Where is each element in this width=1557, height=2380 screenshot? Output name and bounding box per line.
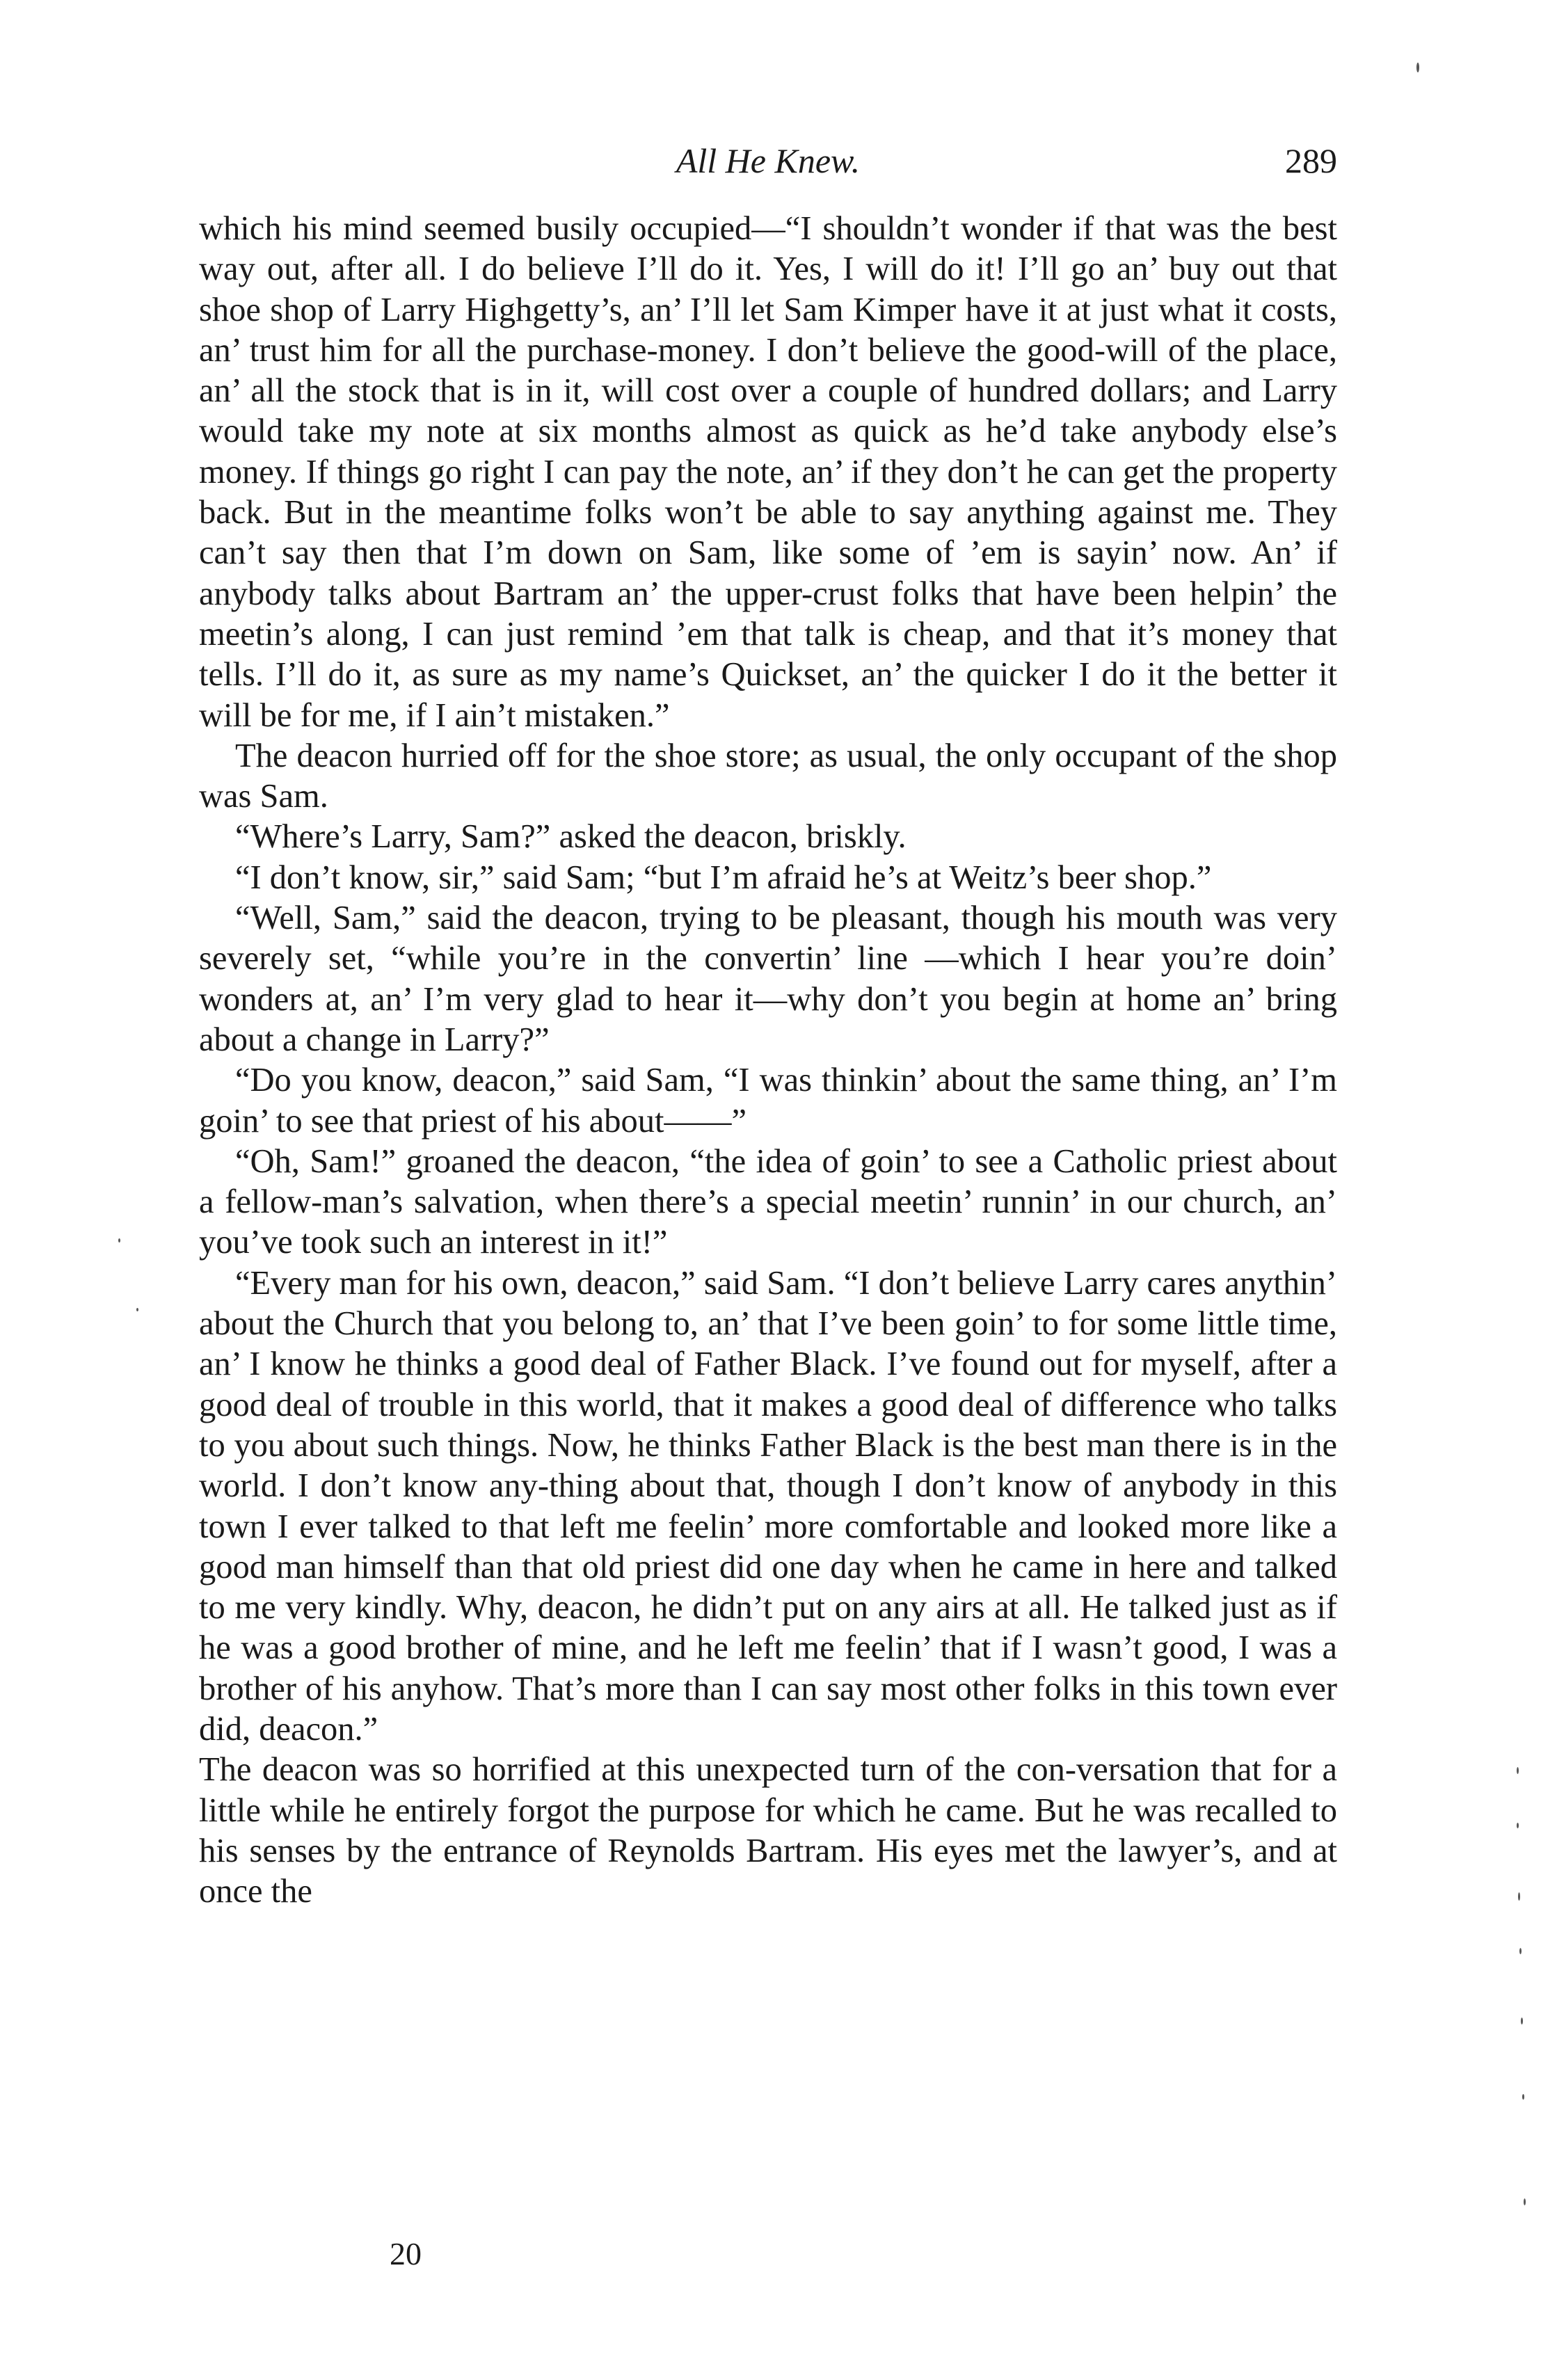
paragraph: “Every man for his own, deacon,” said Sam. “I don’t believe Larry cares anythin’ about the Church that you belong to, an’ that I’ve been goin’ to for some little time, an’ I know he thinks a good deal of Father Black. I’ve found out for myself, after a good deal of trouble in this world, that it makes a good deal of difference who talks to you about such things. Now, he thinks Father Black is the best man there is in the world. I don’t know any-thing about that, though I don’t know of anybody in this town I ever talked to that left me feelin’ more comfortable and looked more like a good man himself than that old priest did one day when he came in here and talked to me very kindly. Why, deacon, he didn’t put on any airs at all. He talked just as if he was a good brother of mine, and he left me feelin’ that if I wasn’t good, I was a brother of his anyhow. That’s more than I can say most other folks in this town ever did, deacon.” (199, 1264, 1337, 1748)
paragraph: “Do you know, deacon,” said Sam, “I was thinkin’ about the same thing, an’ I’m goin’ to see that priest of his about——” (199, 1062, 1337, 1140)
scan-speck (1518, 1892, 1520, 1901)
scan-speck (1517, 1767, 1519, 1774)
scan-speck (1519, 1948, 1522, 1954)
paragraph: “I don’t know, sir,” said Sam; “but I’m afraid he’s at Weitz’s beer shop.” (235, 858, 1212, 896)
scan-speck (1524, 2198, 1526, 2205)
running-title: All He Knew. (676, 141, 861, 180)
paragraph: which his mind seemed busily occupied—“I shouldn’t wonder if that was the best way out, after all. I do believe I’ll do it. Yes, I will do it! I’ll go an’ buy out that shoe shop of Larry Highgetty’s, an’ I’ll let Sam Kimper have it at just what it costs, an’ trust him for all the purchase-money. I don’t believe the good-will of the place, an’ all the stock that is in it, will cost over a couple of hundred dollars; and Larry would take my note at six months almost as quick as he’d take anybody else’s money. If things go right I can pay the note, an’ if they don’t he can get the property back. But in the meantime folks won’t be able to say anything against me. They can’t say then that I’m down on Sam, like some of ’em is sayin’ now. An’ if anybody talks about Bartram an’ the upper-crust folks that have been helpin’ the meetin’s along, I can just remind ’em that talk is cheap, and that it’s money that tells. I’ll do it, as sure as my name’s Quickset, an’ the quicker I do it the better it will be for me, if I ain’t mistaken.” (199, 210, 1337, 734)
scan-speck (1521, 2018, 1523, 2024)
paragraph: “Where’s Larry, Sam?” asked the deacon, briskly. (235, 818, 907, 856)
paragraph: “Well, Sam,” said the deacon, trying to be pleasant, though his mouth was very severely set, “while you’re in the convertin’ line —which I hear you’re doin’ wonders at, an’ I’m very glad to hear it—why don’t you begin at home an’ bring about a change in Larry?” (199, 900, 1337, 1058)
scan-speck (1416, 63, 1419, 72)
paragraph: The deacon hurried off for the shoe store; as usual, the only occupant of the shop was Sam. (199, 737, 1337, 815)
scan-speck (118, 1238, 120, 1243)
paragraph: The deacon was so horrified at this unexpected turn of the con-versation that for a little while he entirely forgot the purpose for which he came. But he was recalled to his senses by the entrance of Reynolds Bartram. His eyes met the lawyer’s, and at once the (199, 1751, 1337, 1910)
body-text (199, 209, 1337, 1912)
page-header (199, 136, 1337, 185)
scan-speck (136, 1308, 138, 1311)
signature-mark: 20 (390, 2236, 422, 2271)
paragraph: “Oh, Sam!” groaned the deacon, “the idea of goin’ to see a Catholic priest about a fellow-man’s salvation, when there’s a special meetin’ runnin’ in our church, an’ you’ve took such an interest in it!” (199, 1142, 1337, 1261)
page-number: 289 (1285, 141, 1337, 180)
scan-speck (1522, 2094, 1524, 2100)
scan-speck (1517, 1823, 1519, 1828)
